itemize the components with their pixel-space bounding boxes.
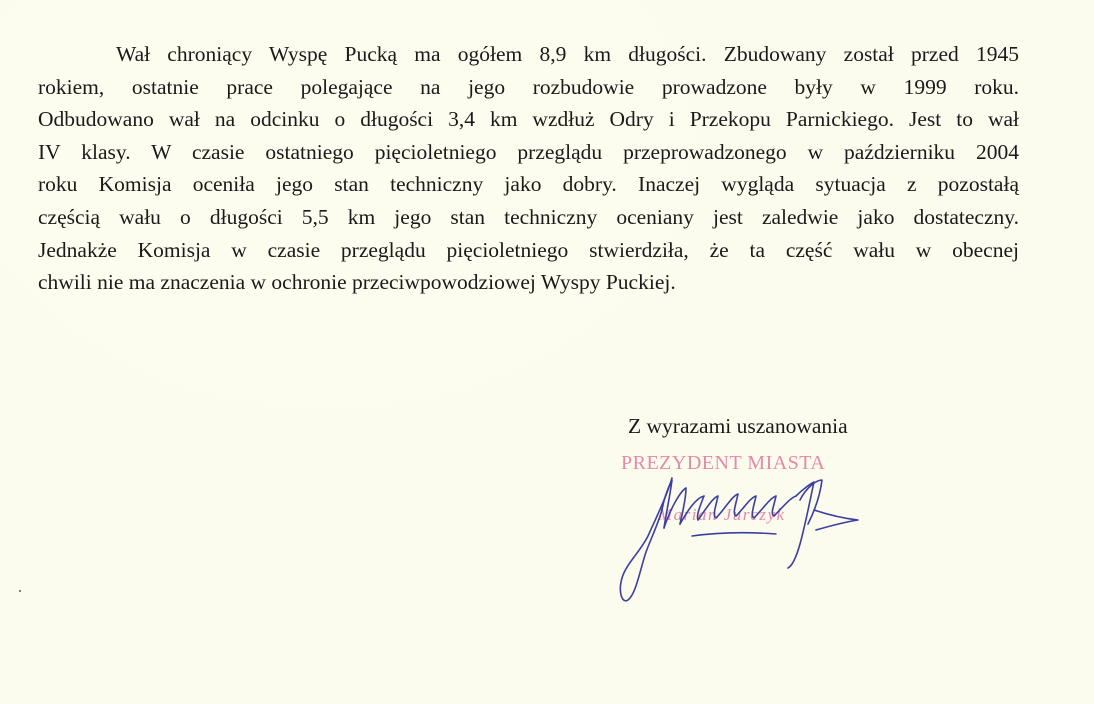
letter-line-4: IV klasy. W czasie ostatniego pięcioletniego przeglądu przeprowadzonego w październiku 2004 [38,139,1019,164]
letter-line-8: chwili nie ma znaczenia w ochronie przeciwpowodziowej Wyspy Puckiej. [38,270,676,295]
letter-line-1: Wał chroniący Wyspę Pucką ma ogółem 8,9 km długości. Zbudowany został przed 1945 [116,42,1019,66]
stamp-name: Marian Jurczyk [658,505,786,524]
stamp-title: PREZYDENT MIASTA [621,452,826,474]
letter-line-6: częścią wału o długości 5,5 km jego stan techniczny oceniany jest zaledwie jako dostateczny. [38,204,1019,229]
letter-line-2: rokiem, ostatnie prace polegające na jego rozbudowie prowadzone były w 1999 roku. [38,74,1019,99]
handwritten-signature [600,440,880,620]
paper-speck [19,590,21,592]
letter-line-3: Odbudowano wał na odcinku o długości 3,4 km wzdłuż Odry i Przekopu Parnickiego. Jest to wał [38,107,1019,132]
closing-salutation: Z wyrazami uszanowania [628,414,848,438]
letter-line-7: Jednakże Komisja w czasie przeglądu pięcioletniego stwierdziła, że ta część wału w obecnej [38,237,1019,262]
letter-body [38,38,1019,299]
letter-line-5: roku Komisja oceniła jego stan techniczny jako dobry. Inaczej wygląda sytuacja z pozostałą [38,172,1019,197]
